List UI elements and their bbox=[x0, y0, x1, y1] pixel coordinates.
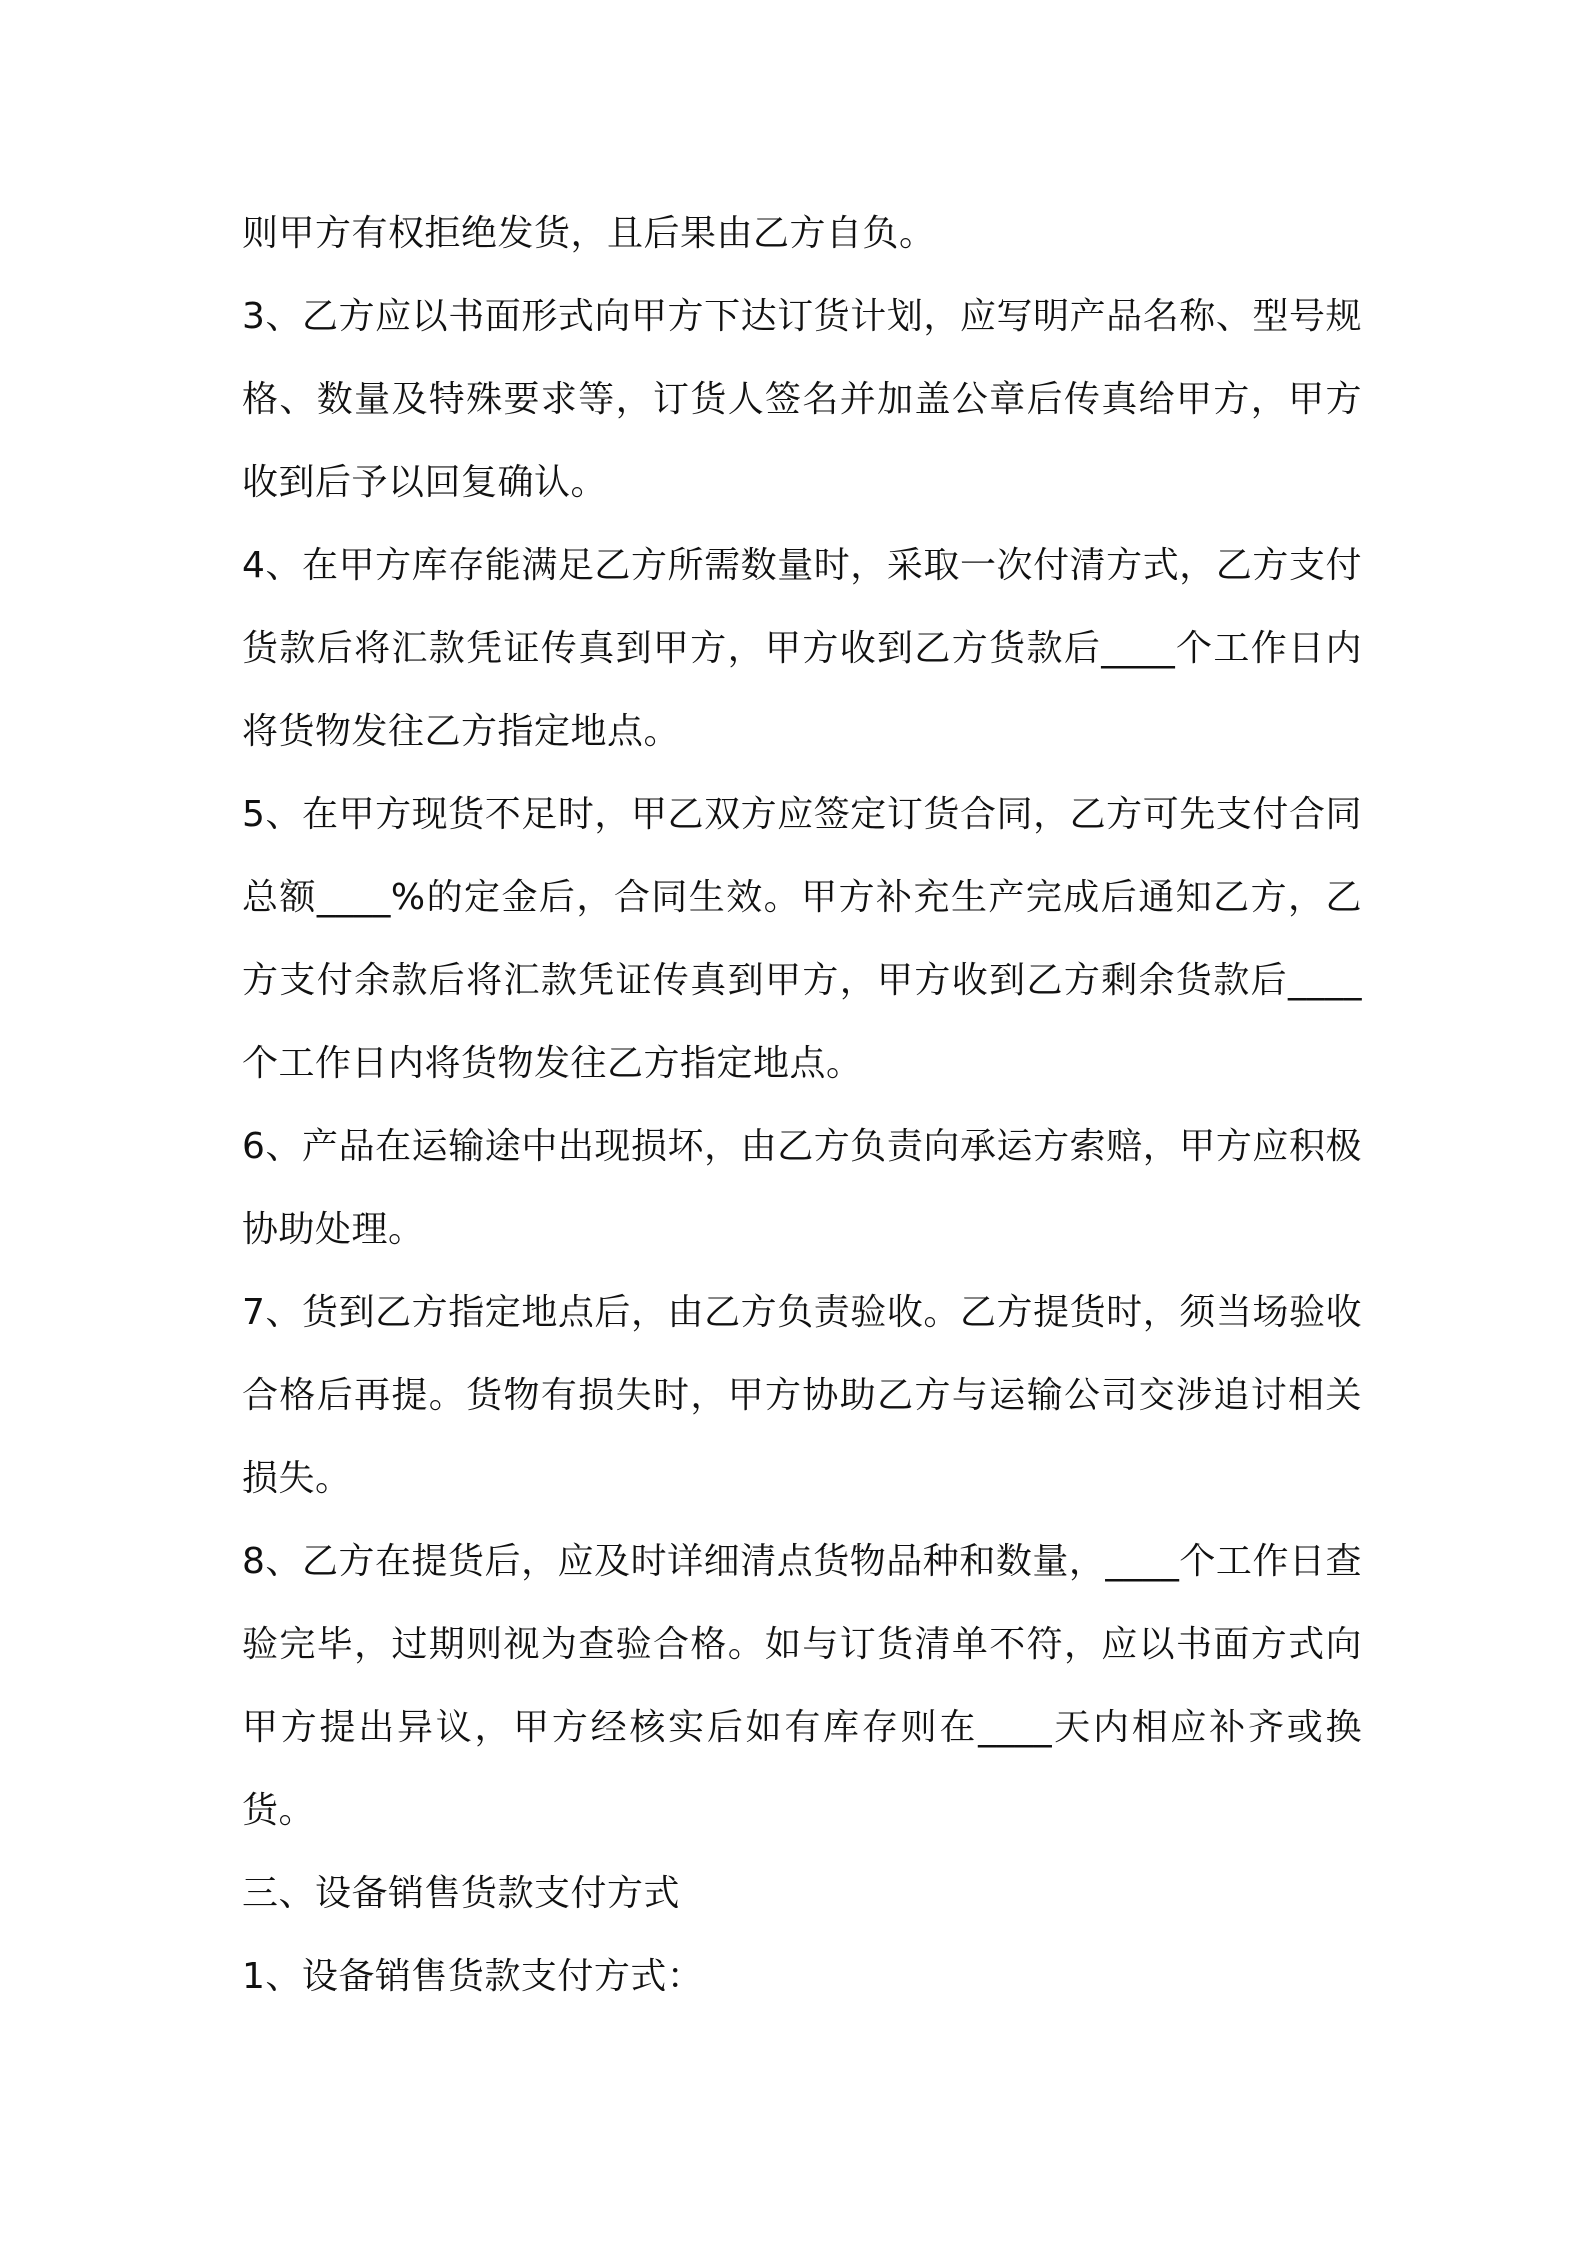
section-heading-3: 三、设备销售货款支付方式 bbox=[242, 1873, 681, 1914]
paragraph-payment-1: 1、设备销售货款支付方式： bbox=[242, 1956, 704, 1997]
document-body bbox=[242, 192, 1362, 2018]
paragraph-clause-3: 3、乙方应以书面形式向甲方下达订货计划，应写明产品名称、型号规格、数量及特殊要求等，订货人签名并加盖公章后传真给甲方，甲方收到后予以回复确认。 bbox=[242, 296, 1362, 503]
paragraph-clause-7: 7、货到乙方指定地点后，由乙方负责验收。乙方提货时，须当场验收合格后再提。货物有损失时，甲方协助乙方与运输公司交涉追讨相关损失。 bbox=[242, 1292, 1362, 1499]
paragraph-clause-6: 6、产品在运输途中出现损坏，由乙方负责向承运方索赔，甲方应积极协助处理。 bbox=[242, 1126, 1362, 1250]
paragraph-clause-4: 4、在甲方库存能满足乙方所需数量时，采取一次付清方式，乙方支付货款后将汇款凭证传真到甲方，甲方收到乙方货款后____个工作日内将货物发往乙方指定地点。 bbox=[242, 545, 1362, 752]
paragraph-clause-5: 5、在甲方现货不足时，甲乙双方应签定订货合同，乙方可先支付合同总额____%的定金后，合同生效。甲方补充生产完成后通知乙方，乙方支付余款后将汇款凭证传真到甲方，甲方收到乙方剩余货款后____个工作日内将货物发往乙方指定地点。 bbox=[242, 794, 1362, 1084]
paragraph-continuation: 则甲方有权拒绝发货，且后果由乙方自负。 bbox=[242, 213, 936, 254]
paragraph-clause-8: 8、乙方在提货后，应及时详细清点货物品种和数量，____个工作日查验完毕，过期则视为查验合格。如与订货清单不符，应以书面方式向甲方提出异议，甲方经核实后如有库存则在____天内相应补齐或换货。 bbox=[242, 1541, 1362, 1831]
